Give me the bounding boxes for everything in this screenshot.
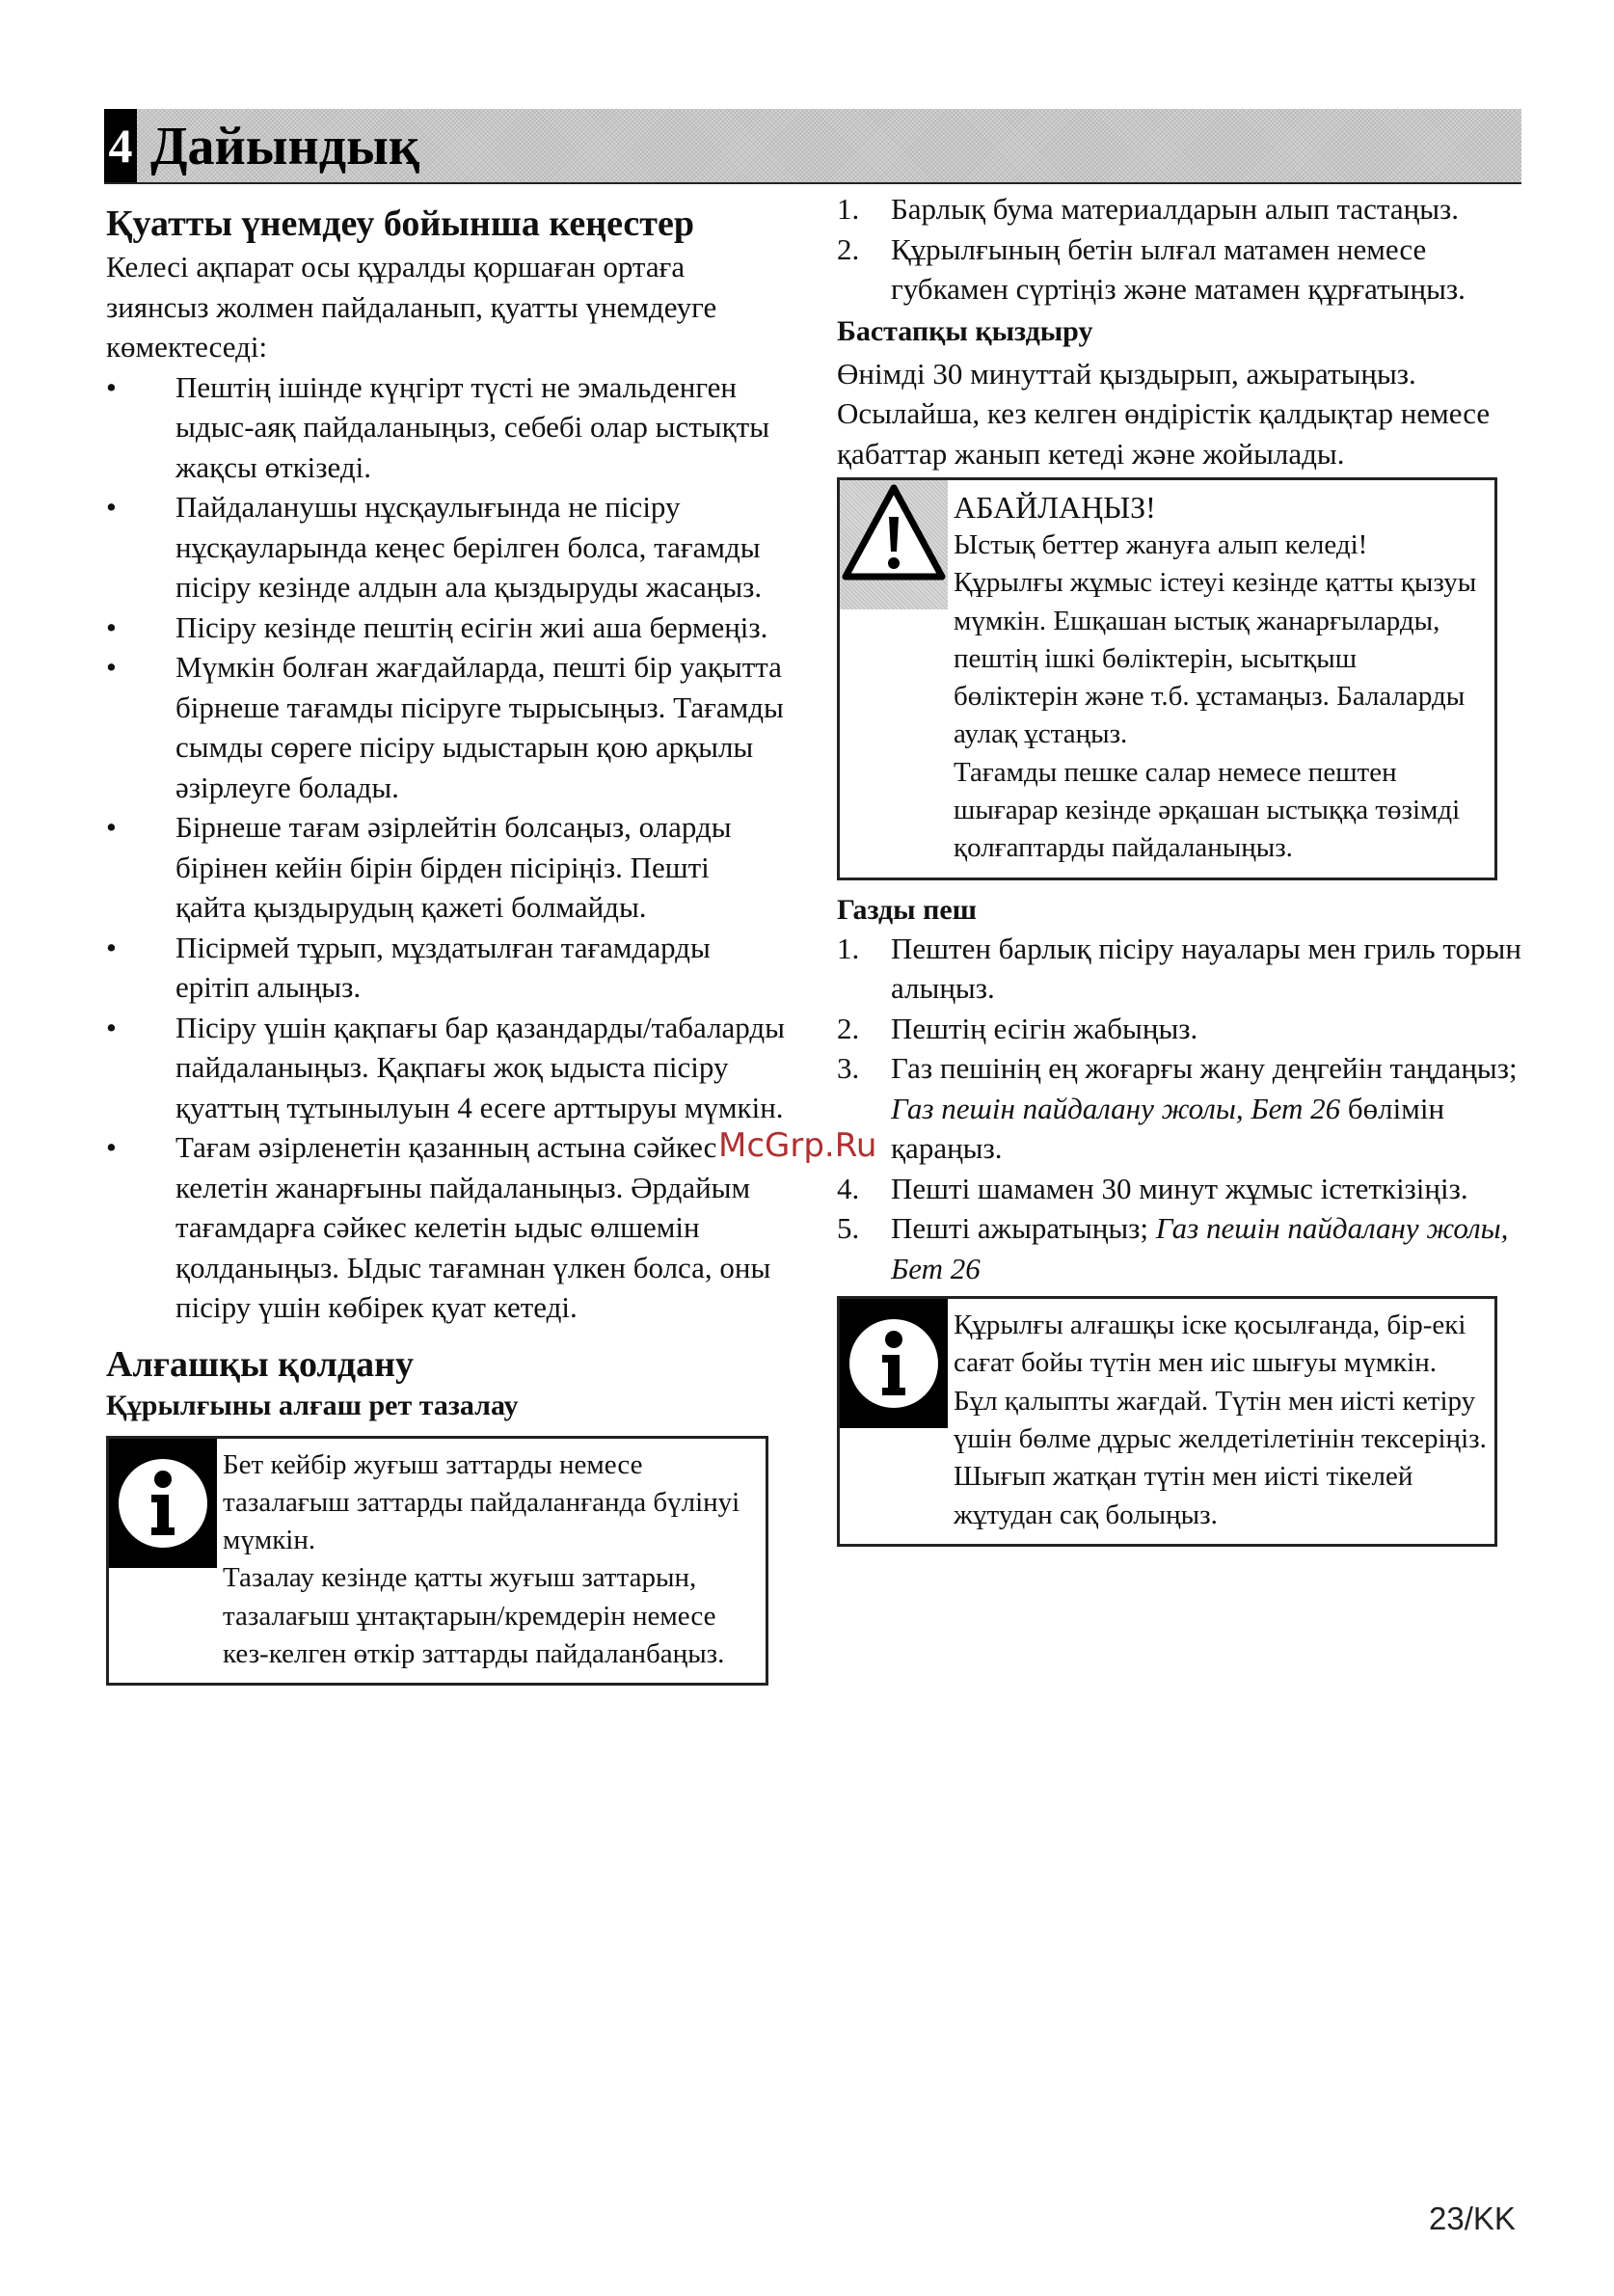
subsection-title-preheat: Бастапқы қыздыру xyxy=(837,314,1093,347)
info-text: Бет кейбір жуғыш заттарды немесе тазалағыш заттарды пайдаланғанда бүлінуі мүмкін. xyxy=(223,1448,740,1556)
warning-text: Құрылғы жұмыс істеуі кезінде қатты қызуы мүмкін. Ешқашан ыстық жанарғыларды, пештің ішкі бөліктерін, ысытқыш бөліктерін және т.б. ұстамаңыз. Балаларды аулақ ұстаңыз. xyxy=(954,567,1477,750)
cross-reference: Газ пешін пайдалану жолы, Бет 26 xyxy=(891,1211,1509,1285)
cross-reference: Газ пешін пайдалану жолы, Бет 26 xyxy=(891,1091,1341,1125)
list-item: • Мүмкін болған жағдайларда, пешті бір уақытта бірнеше тағамды пісіруге тырысыңыз. Тағамды сымды сөреге пісіру ыдыстарын қою арқылы әзірлеуге болады. xyxy=(106,650,784,804)
list-item: • Бірнеше тағам әзірлейтін болсаңыз, оларды бірінен кейін бірін бірден пісіріңіз. Пешті қайта қыздырудың қажеті болмайды. xyxy=(106,810,732,924)
list-item: • Пештің ішінде күңгірт түсті не эмальденген ыдыс-аяқ пайдаланыңыз, себебі олар ыстықты жақсы өткізеді. xyxy=(106,369,770,484)
preheat-text: Өнімді 30 минуттай қыздырып, ажыратыңыз. Осылайша, кез келген өндірістік қалдықтар немесе қабаттар жанып кетеді және жойылады. xyxy=(837,356,1491,471)
energy-intro: Келесі ақпарат осы құралды қоршаған ортаға зиянсыз жолмен пайдаланып, қуатты үнемдеуге көмектеседі: xyxy=(106,250,717,364)
chapter-number: 4 xyxy=(104,109,137,182)
list-item: 2. Пештің есігін жабыңыз. xyxy=(837,1011,1198,1045)
warning-text: Ыстық беттер жануға алып келеді! xyxy=(954,529,1368,560)
list-item: 2. Құрылғының бетін ылғал матамен немесе губкамен сүртіңіз және матамен құрғатыңыз. xyxy=(837,231,1466,306)
list-item: 1. Пештен барлық пісіру науалары мен гриль торын алыңыз. xyxy=(837,931,1521,1006)
subsection-title-gas-oven: Газды пеш xyxy=(837,893,977,926)
warning-triangle-icon xyxy=(840,480,948,609)
chapter-title: Дайындық xyxy=(150,117,420,176)
section-title-first-use: Алғашқы қолдану xyxy=(106,1343,414,1385)
section-title-energy: Қуатты үнемдеу бойынша кеңестер xyxy=(106,203,694,244)
list-item: 1. Барлық бума материалдарын алып тастаңыз. xyxy=(837,192,1460,226)
energy-tips-list xyxy=(106,367,786,1328)
info-note-smoke xyxy=(837,1296,1497,1547)
cleaning-steps-list xyxy=(837,189,1523,310)
info-icon xyxy=(840,1299,948,1428)
list-item: • Тағам әзірленетін қазанның астына сәйкес келетін жанарғыны пайдаланыңыз. Әрдайым тағамдарға сәйкес келетін ыдыс өлшемін қолданыңыз. Ыдыс тағамнан үлкен болса, оны пісіру үшін көбірек қуат кетеді. xyxy=(106,1130,771,1324)
list-item: • Пісіру үшін қақпағы бар қазандарды/табаларды пайдаланыңыз. Қақпағы жоқ ыдыста пісіру қуаттың тұтынылуын 4 есеге арттыруы мүмкін. xyxy=(106,1010,786,1124)
list-item: • Пайдаланушы нұсқаулығында не пісіру нұсқауларында кеңес берілген болса, тағамды пісіру кезінде алдын ала қыздыруды жасаңыз. xyxy=(106,490,763,604)
info-note-cleaning xyxy=(106,1436,768,1687)
left-column xyxy=(106,201,786,1686)
page-number: 23/KK xyxy=(1429,2201,1516,2236)
list-item: • Пісірмей тұрып, мұздатылған тағамдарды ерітіп алыңыз. xyxy=(106,930,711,1004)
info-icon xyxy=(109,1439,217,1568)
watermark: McGrp.Ru xyxy=(718,1126,877,1165)
list-item: • Пісіру кезінде пештің есігін жиі аша бермеңіз. xyxy=(106,609,768,644)
list-item: 3. Газ пешінің ең жоғарғы жану деңгейін таңдаңыз; Газ пешін пайдалану жолы, Бет 26 бөлімін қараңыз. xyxy=(837,1051,1518,1166)
list-item: 4. Пешті шамамен 30 минут жұмыс істеткізіңіз. xyxy=(837,1171,1468,1205)
subsection-title-cleaning: Құрылғыны алғаш рет тазалау xyxy=(106,1389,519,1421)
chapter-header xyxy=(104,109,1521,184)
warning-text: Тағамды пешке салар немесе пештен шығарар кезінде әрқашан ыстыққа төзімді қолғаптарды пайдаланыңыз. xyxy=(954,756,1461,864)
gas-steps-list xyxy=(837,929,1523,1289)
info-text: Тазалау кезінде қатты жуғыш заттарын, тазалағыш ұнтақтарын/кремдерін немесе кез-келген өткір заттарды пайдаланбаңыз. xyxy=(223,1562,725,1669)
info-text: Құрылғы алғашқы іске қосылғанда, бір-екі сағат бойы түтін мен иіс шығуы мүмкін. Бұл қалыпты жағдай. Түтін мен иісті кетіру үшін бөлме дұрыс желдетілетінін тексеріңіз. Шығып жатқан түтін мен иісті тікелей жұтудан сақ болыңыз. xyxy=(954,1310,1487,1530)
right-column xyxy=(837,189,1523,1547)
warning-box xyxy=(837,477,1497,880)
list-item: 5. Пешті ажыратыңыз; Газ пешін пайдалану жолы, Бет 26 xyxy=(837,1211,1509,1285)
warning-title: АБАЙЛАҢЫЗ! xyxy=(954,490,1156,525)
